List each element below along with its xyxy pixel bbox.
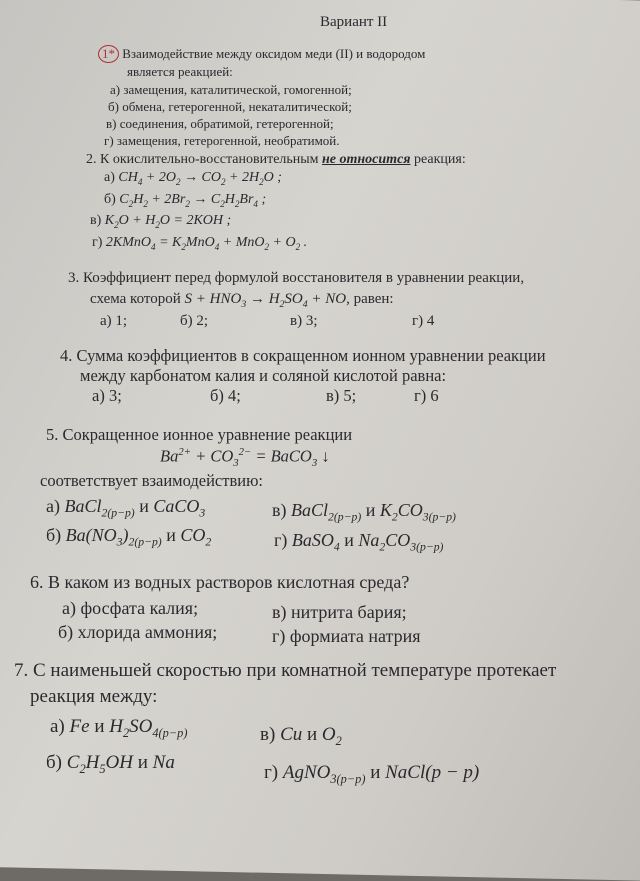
question-1-number: 1* (98, 45, 119, 63)
page-title: Вариант II (320, 14, 388, 30)
question-4-option-b: б) 4; (210, 386, 241, 405)
question-5-text-line2: соответствует взаимодействию: (40, 471, 263, 490)
question-1-option-d: г) замещения, гетерогенной, необратимой. (104, 133, 340, 148)
question-4-option-d: г) 6 (414, 386, 439, 405)
question-7-option-b: б) $C_2H_5OH$ и Na (46, 752, 175, 776)
question-5-option-c: в) BaCl$_{2(p-p)}$ и $K_2CO_{3(p-p)}$ (272, 500, 456, 524)
question-5-option-d: г) BaSO$_4$ и $Na_2CO_{3(p-p)}$ (274, 530, 444, 554)
question-4-option-a: а) 3; (92, 386, 122, 405)
question-7-option-d: г) AgNO$_{3(p-p)}$ и NaCl(p − p) (264, 762, 480, 786)
question-6-text: 6. В каком из водных растворов кислотная среда? (30, 572, 410, 592)
question-4-text-line2: между карбонатом калия и соляной кислотой равна: (80, 366, 447, 385)
question-2-text: 2. К окислительно-восстановительным не относится реакция: (86, 152, 466, 167)
question-5-text: 5. Сокращенное ионное уравнение реакции (46, 425, 353, 444)
question-3-option-a: а) 1; (100, 313, 128, 329)
question-5-equation: $Ba^{2+} + CO_3^{2-}$ = BaCO$_3$ ↓ (160, 446, 330, 469)
question-3-text: 3. Коэффициент перед формулой восстановителя в уравнении реакции, (68, 270, 525, 286)
question-1-option-a: а) замещения, каталитической, гомогенной; (110, 82, 352, 97)
question-6-option-b: б) хлорида аммония; (58, 622, 218, 642)
question-2-option-a: а) $CH_4 + 2O_2 \to CO_2 + 2H_2O$ ; (104, 170, 282, 187)
question-2-option-c: в) $K_2O + H_2O = 2KOH$ ; (90, 213, 232, 230)
question-3-text-line2: схема которой $S + HNO_3 \to H_2SO_4$ + NO, равен: (90, 291, 394, 310)
question-7-text-line2: реакция между: (30, 686, 158, 707)
question-4-option-c: в) 5; (326, 386, 357, 405)
question-6-option-d: г) формиата натрия (272, 626, 421, 646)
question-2-option-d: г) 2KMnO$_4$ = $K_2MnO_4 + MnO_2 + O_2$ . (92, 235, 308, 252)
question-7-option-a: а) Fe и $H_2SO_{4(p-p)}$ (50, 716, 188, 740)
question-6-option-c: в) нитрита бария; (272, 602, 407, 622)
question-1-option-c: в) соединения, обратимой, гетерогенной; (106, 116, 334, 131)
question-1-text-line2: является реакцией: (127, 64, 233, 79)
question-3-option-c: в) 3; (290, 313, 318, 329)
question-7-text: 7. С наименьшей скоростью при комнатной температуре протекает (14, 660, 557, 681)
question-2-option-b: б) $C_2H_2 + 2Br_2 \to C_2H_2Br_4$ ; (104, 192, 267, 209)
question-4-text: 4. Сумма коэффициентов в сокращенном ионном уравнении реакции (60, 346, 546, 365)
question-5-option-b: б) $Ba(NO_3)_{2(p-p)}$ и $CO_2$ (46, 525, 212, 549)
question-3-option-d: г) 4 (412, 313, 435, 329)
question-6-option-a: а) фосфата калия; (62, 598, 199, 618)
question-2-negation: не относится (322, 152, 411, 167)
question-7-option-c: в) Cu и $O_2$ (260, 724, 342, 748)
question-5-option-a: а) BaCl$_{2(p-p)}$ и CaCO$_3$ (46, 496, 206, 520)
question-1-text: 1* Взаимодействие между оксидом меди (II) и водородом (98, 45, 425, 63)
question-1-option-b: б) обмена, гетерогенной, некаталитической; (108, 99, 352, 114)
question-3-option-b: б) 2; (180, 313, 209, 329)
